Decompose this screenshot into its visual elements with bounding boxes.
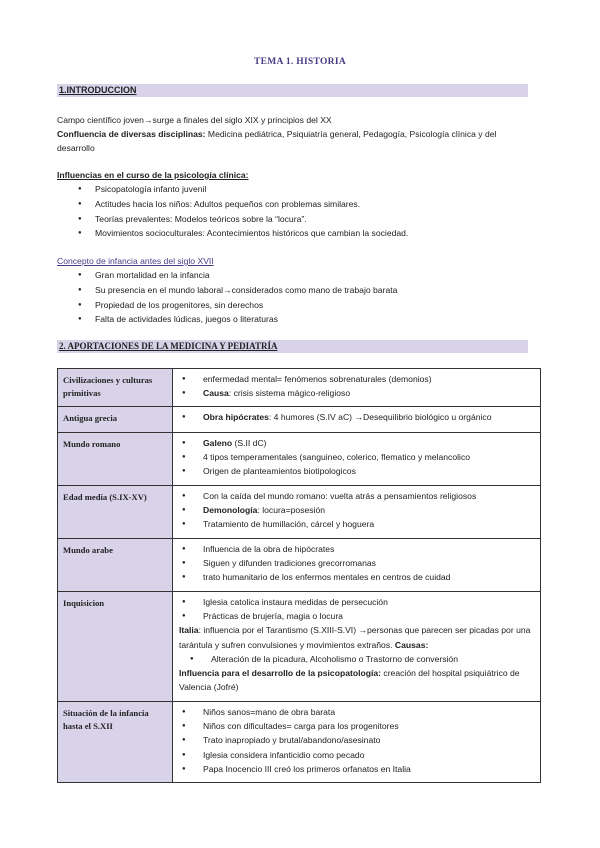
- bold-term: Demonología: [203, 505, 258, 516]
- row-content: [173, 407, 541, 433]
- table-row: [58, 539, 541, 592]
- paragraph-text: : influencia por el Tarantismo (S.XIII-S.VI) →personas que parecen ser picadas por una tarántula y sufren convulsiones y movimientos extraños.: [179, 625, 531, 650]
- list-item: ● Alteración de la picadura, Alcoholismo o Trastorno de conversión: [187, 652, 536, 666]
- list-item: ● Origen de planteamientos biotipologicos: [179, 464, 536, 478]
- term-text: : crisis sistema mágico-religioso: [228, 388, 351, 399]
- list-item: ● Tratamiento de humillación, cárcel y hoguera: [179, 517, 536, 531]
- influencias-list: [78, 182, 408, 241]
- row-label: Antigua grecia: [58, 407, 173, 433]
- list-item: ● trato humanitario de los enfermos mentales en centros de cuidad: [179, 570, 536, 584]
- row-label: Civilizaciones y culturas primitivas: [58, 369, 173, 407]
- list-item: ● Niños sanos=mano de obra barata: [179, 705, 536, 719]
- list-item: [179, 503, 536, 517]
- row-content: [173, 539, 541, 592]
- row-content: [173, 702, 541, 783]
- bold-term: Causas:: [394, 639, 429, 650]
- list-item: ● Prácticas de brujería, magia o locura: [179, 609, 536, 623]
- row-label: Mundo romano: [58, 433, 173, 486]
- concepto-title: Concepto de infancia antes del siglo XVII: [57, 256, 214, 266]
- list-item: ● Su presencia en el mundo laboral→considerados como mano de trabajo barata: [78, 283, 397, 298]
- list-item: ● Propiedad de los progenitores, sin derechos: [78, 298, 397, 313]
- page-title: TEMA 1. HISTORIA: [254, 57, 346, 67]
- row-content: [173, 433, 541, 486]
- row-label: Inquisicion: [58, 592, 173, 702]
- row-label: Situación de la infancia hasta el S.XII: [58, 702, 173, 783]
- paragraph-text: creación del hospital psiquiátrico de Valencia (Jofré): [179, 668, 520, 693]
- list-item: ● Con la caída del mundo romano: vuelta atrás a pensamientos religiosos: [179, 489, 536, 503]
- table-row: [58, 407, 541, 433]
- list-item: ● Gran mortalidad en la infancia: [78, 268, 397, 283]
- bold-term: Obra hipócrates: [203, 412, 269, 422]
- bold-term: Italia: [179, 625, 199, 636]
- list-item: ● Teorías prevalentes: Modelos teóricos sobre la “locura”.: [78, 212, 408, 227]
- list-item: ● Siguen y difunden tradiciones grecorromanas: [179, 556, 536, 570]
- list-item: ● Papa Inocencio III creó los primeros orfanatos en Italia: [179, 762, 536, 776]
- section-heading-introduccion: [57, 84, 528, 97]
- list-item: ● Actitudes hacia los niños: Adultos pequeños con problemas similares.: [78, 197, 408, 212]
- section-heading-text: 2. APORTACIONES DE LA MEDICINA Y PEDIATRÍA: [59, 341, 278, 351]
- row-label: Edad media (S.IX-XV): [58, 486, 173, 539]
- influencias-title: Influencias en el curso de la psicología clínica:: [57, 170, 249, 180]
- table-row: [58, 433, 541, 486]
- term-text: : 4 humores (S.IV aC) →Desequilibrio biológico u orgánico: [268, 412, 492, 422]
- row-content: [173, 592, 541, 702]
- section-heading-aportaciones: [57, 340, 528, 353]
- list-item: ● Movimientos socioculturales: Acontecimientos históricos que cambian la sociedad.: [78, 226, 408, 241]
- bold-term: Galeno: [203, 438, 233, 448]
- row-label: Mundo arabe: [58, 539, 173, 592]
- concepto-list: [78, 268, 397, 327]
- list-item: ● Iglesia catolica instaura medidas de persecución: [179, 595, 536, 609]
- list-item: [179, 436, 536, 450]
- list-item: ● Iglesia considera infanticidio como pecado: [179, 748, 536, 762]
- list-item: ● Niños con dificultades= carga para los progenitores: [179, 719, 536, 733]
- bold-term: Causa: [203, 388, 229, 399]
- list-item: ● Falta de actividades lúdicas, juegos o literaturas: [78, 312, 397, 327]
- term-text: (S.II dC): [232, 438, 267, 448]
- term-text: : locura=posesión: [257, 505, 326, 516]
- list-item: [179, 386, 536, 400]
- list-item: ● Psicopatología infanto juvenil: [78, 182, 408, 197]
- table-row: [58, 486, 541, 539]
- italia-paragraph: [179, 623, 536, 651]
- table-row: [58, 592, 541, 702]
- row-content: [173, 486, 541, 539]
- influencia-paragraph: [179, 666, 536, 694]
- intro-rest: Medicina pediátrica, Psiquiatría general, Pedagogía, Psicología clínica y del: [205, 129, 497, 139]
- bold-term: Influencia para el desarrollo de la psicopatología:: [179, 668, 382, 679]
- intro-line-2: [57, 127, 532, 142]
- intro-line-1: Campo científico joven→surge a finales del siglo XIX y principios del XX: [57, 115, 332, 125]
- list-item: ● 4 tipos temperamentales (sanguineo, colerico, flematico y melancolico: [179, 450, 536, 464]
- table-row: [58, 702, 541, 783]
- table-row: [58, 369, 541, 407]
- section-heading-text: 1.INTRODUCCION: [59, 85, 137, 95]
- intro-line-3: desarrollo: [57, 143, 95, 153]
- list-item: ● Influencia de la obra de hipócrates: [179, 542, 536, 556]
- list-item: ● Trato inapropiado y brutal/abandono/asesinato: [179, 733, 536, 747]
- history-table: [57, 368, 541, 783]
- list-item: ● enfermedad mental= fenómenos sobrenaturales (demonios): [179, 372, 536, 386]
- intro-bold: Confluencia de diversas disciplinas:: [57, 129, 206, 139]
- row-content: [173, 369, 541, 407]
- list-item: [179, 410, 536, 424]
